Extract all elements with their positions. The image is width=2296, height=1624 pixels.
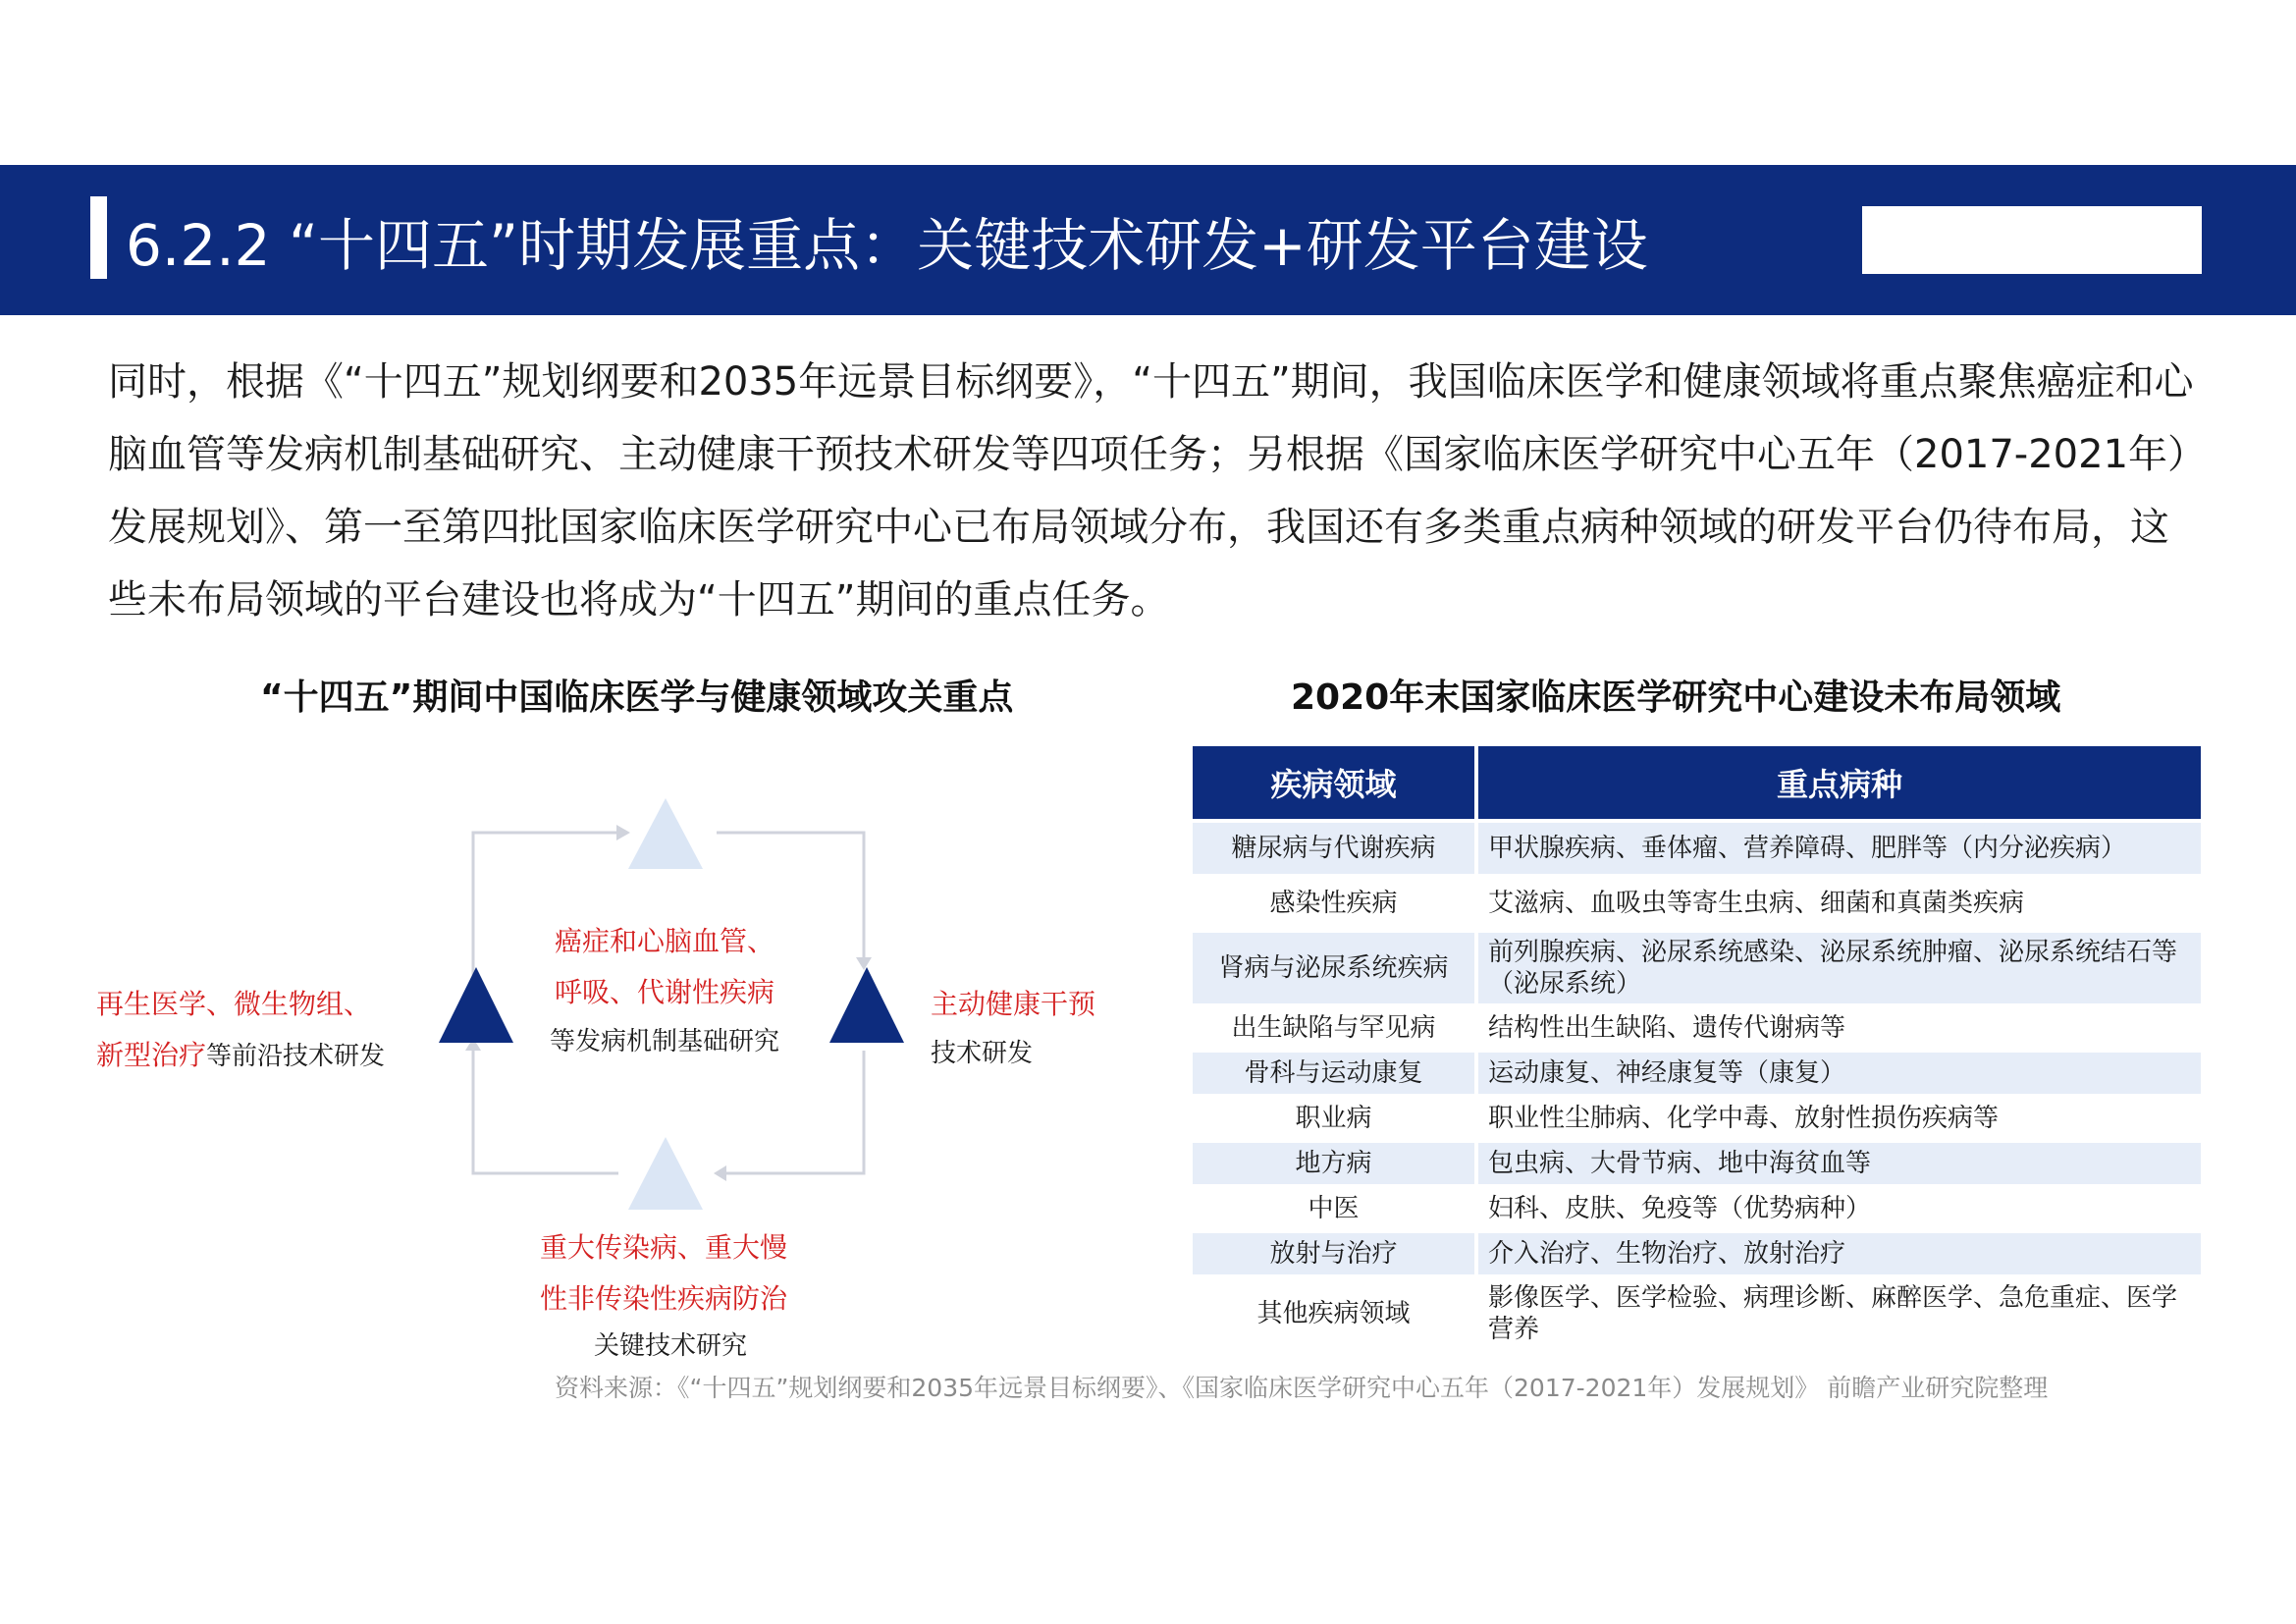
arrow-head-right — [856, 957, 872, 970]
table-cell-domain: 感染性疾病 — [1193, 878, 1478, 929]
table-cell-diseases: 包虫病、大骨节病、地中海贫血等 — [1478, 1143, 2201, 1184]
undeployed-areas-table — [1193, 742, 2201, 1353]
table-row — [1193, 1143, 2201, 1184]
page-title: 6.2.2 “十四五”时期发展重点：关键技术研发+研发平台建设 — [126, 212, 1648, 279]
triangle-right — [829, 967, 904, 1043]
table-cell-domain: 其他疾病领域 — [1193, 1278, 1478, 1349]
triangle-top — [628, 798, 703, 869]
header-white-box — [1862, 206, 2202, 274]
table-cell-diseases: 结构性出生缺陷、遗传代谢病等 — [1478, 1007, 2201, 1049]
arrow-head-top — [616, 825, 630, 840]
center-label-line1: 癌症和心脑血管、 — [555, 925, 775, 957]
table-cell-diseases: 影像医学、医学检验、病理诊断、麻醉医学、急危重症、医学营养 — [1478, 1278, 2201, 1349]
center-label-line3: 等发病机制基础研究 — [550, 1027, 780, 1056]
table-cell-domain: 出生缺陷与罕见病 — [1193, 1007, 1478, 1049]
table-row — [1193, 1188, 2201, 1229]
table-cell-diseases: 前列腺疾病、泌尿系统感染、泌尿系统肿瘤、泌尿系统结石等（泌尿系统） — [1478, 933, 2201, 1003]
table-cell-domain: 地方病 — [1193, 1143, 1478, 1184]
right-label-line1: 主动健康干预 — [931, 988, 1096, 1020]
table-row — [1193, 933, 2201, 1003]
left-label-line2 — [96, 1030, 385, 1082]
right-label-line2: 技术研发 — [931, 1039, 1034, 1068]
table-cell-diseases: 介入治疗、生物治疗、放射治疗 — [1478, 1233, 2201, 1274]
connector-left-top — [473, 833, 616, 982]
connector-top-right — [717, 833, 864, 957]
table-row — [1193, 1233, 2201, 1274]
center-label-line2: 呼吸、代谢性疾病 — [555, 976, 775, 1008]
bottom-label-line1: 重大传染病、重大慢 — [540, 1231, 788, 1264]
left-label-line1: 再生医学、微生物组、 — [96, 988, 372, 1020]
table-row — [1193, 1007, 2201, 1049]
table-cell-diseases: 运动康复、神经康复等（康复） — [1478, 1053, 2201, 1094]
table-header-row — [1193, 746, 2201, 819]
arrow-head-bottom — [714, 1165, 726, 1181]
table-header-domain: 疾病领域 — [1193, 746, 1478, 819]
bottom-label-line3: 关键技术研究 — [594, 1331, 748, 1361]
triangle-left — [439, 967, 513, 1043]
table-row — [1193, 1098, 2201, 1139]
left-section-title: “十四五”期间中国临床医学与健康领域攻关重点 — [260, 677, 1014, 718]
right-section-title: 2020年末国家临床医学研究中心建设未布局领域 — [1291, 677, 2061, 718]
triangle-bottom — [628, 1137, 703, 1210]
table-row — [1193, 1278, 2201, 1349]
table-cell-diseases: 职业性尘肺病、化学中毒、放射性损伤疾病等 — [1478, 1098, 2201, 1139]
source-note: 资料来源：《“十四五”规划纲要和2035年远景目标纲要》、《国家临床医学研究中心五年（2017-2021年）发展规划》 前瞻产业研究院整理 — [555, 1374, 2049, 1402]
table-cell-domain: 中医 — [1193, 1188, 1478, 1229]
header-accent-bar — [90, 196, 107, 279]
connector-bottom-left — [473, 1051, 618, 1173]
arrow-head-left — [465, 1038, 481, 1051]
left-label-red-part: 新型治疗 — [96, 1039, 207, 1071]
table-cell-domain: 骨科与运动康复 — [1193, 1053, 1478, 1094]
table-row — [1193, 823, 2201, 874]
intro-paragraph: 同时，根据《“十四五”规划纲要和2035年远景目标纲要》，“十四五”期间，我国临床医学和健康领域将重点聚焦癌症和心脑血管等发病机制基础研究、主动健康干预技术研发等四项任务；另根据《国家临床医学研究中心五年（2017-2021年）发展规划》、第一至第四批国家临床医学研究中心已布局领域分布，我国还有多类重点病种领域的研发平台仍待布局，这些未布局领域的平台建设也将成为“十四五”期间的重点任务。 — [108, 359, 2194, 623]
table-cell-diseases: 甲状腺疾病、垂体瘤、营养障碍、肥胖等（内分泌疾病） — [1478, 823, 2201, 874]
table-cell-diseases: 妇科、皮肤、免疫等（优势病种） — [1478, 1188, 2201, 1229]
table-cell-diseases: 艾滋病、血吸虫等寄生虫病、细菌和真菌类疾病 — [1478, 878, 2201, 929]
bottom-label-line2: 性非传染性疾病防治 — [540, 1282, 788, 1315]
table-cell-domain: 职业病 — [1193, 1098, 1478, 1139]
table-cell-domain: 放射与治疗 — [1193, 1233, 1478, 1274]
table-header-diseases: 重点病种 — [1478, 746, 2201, 819]
connector-right-bottom — [726, 1051, 864, 1173]
left-label-dark-part: 等前沿技术研发 — [206, 1042, 386, 1071]
table-cell-domain: 肾病与泌尿系统疾病 — [1193, 933, 1478, 1003]
table-row — [1193, 1053, 2201, 1094]
table-cell-domain: 糖尿病与代谢疾病 — [1193, 823, 1478, 874]
table-row — [1193, 878, 2201, 929]
